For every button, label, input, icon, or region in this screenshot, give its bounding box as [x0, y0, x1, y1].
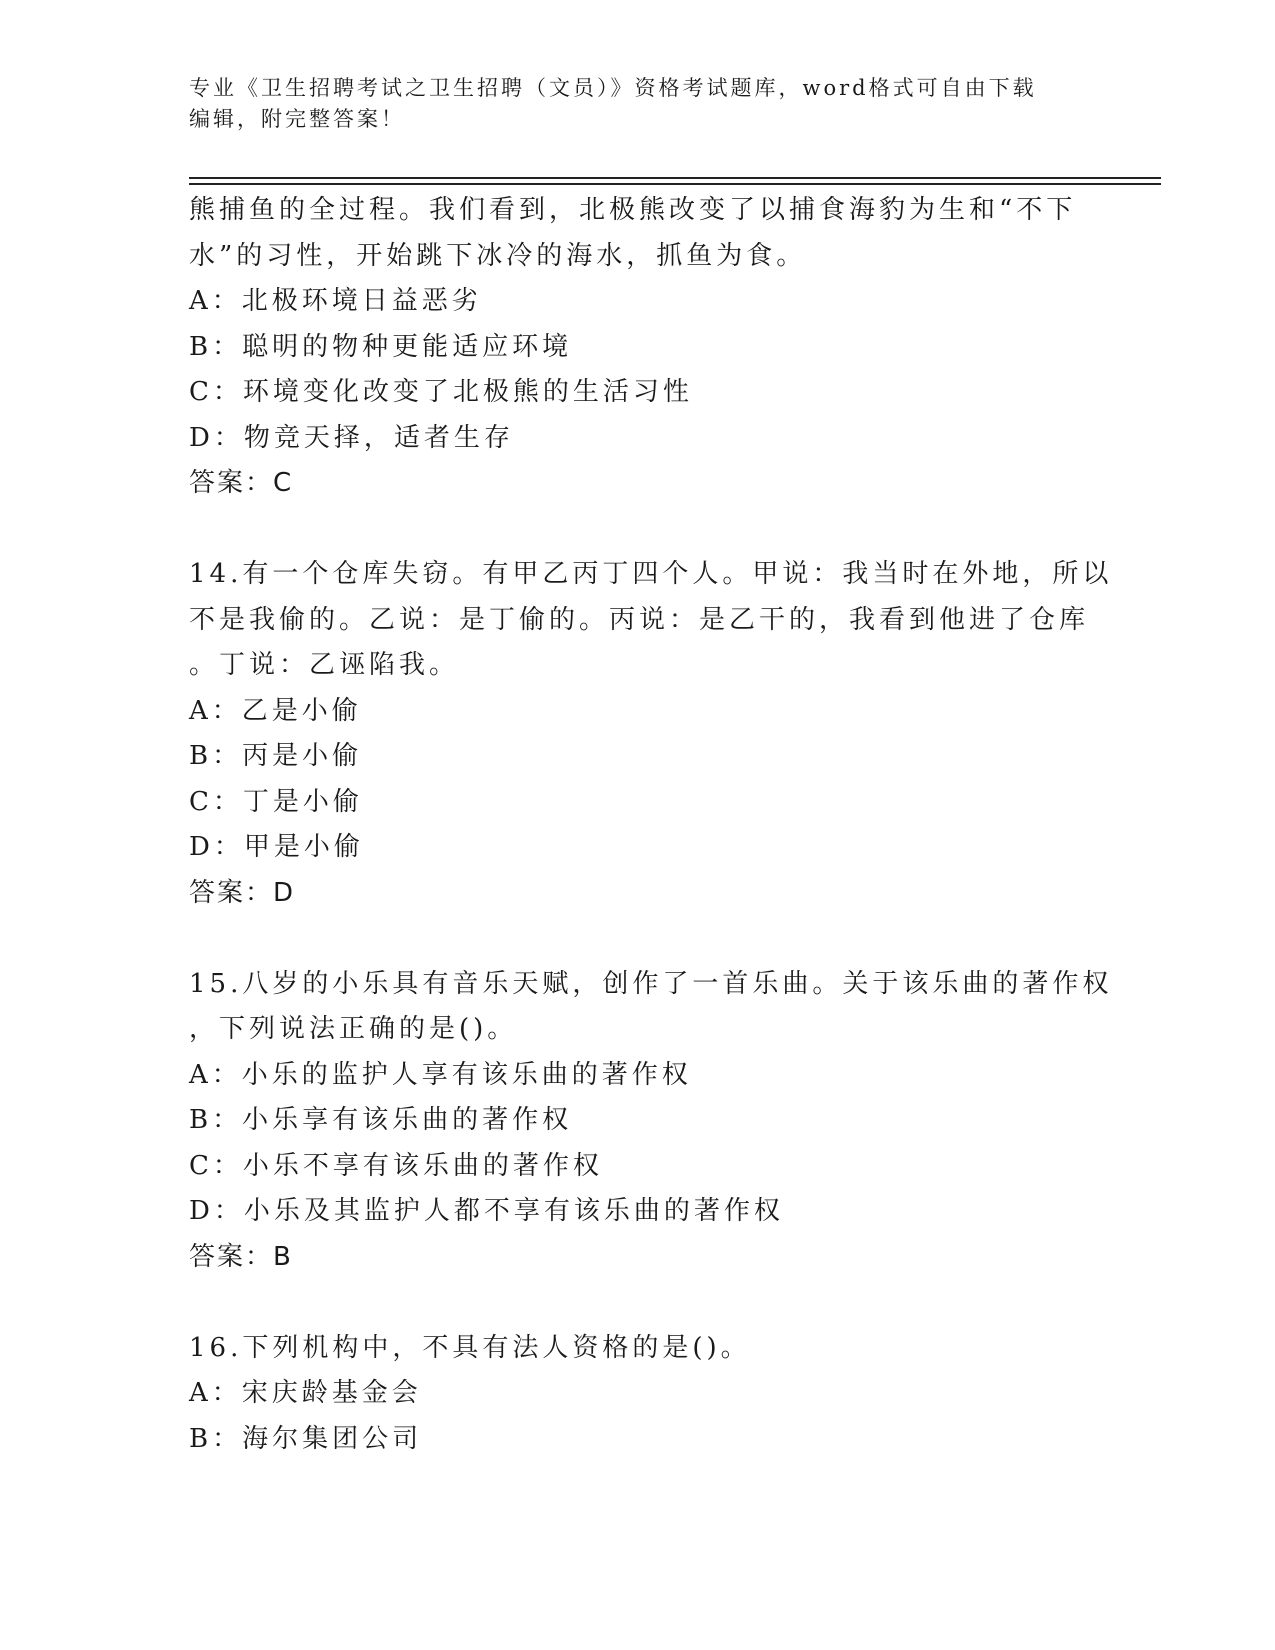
- header-rule-top: [189, 177, 1161, 179]
- spacer: [189, 916, 1149, 962]
- answer: 答案：D: [189, 877, 296, 908]
- option-b: B：丙是小偷: [189, 741, 363, 771]
- header-line-1: 专业《卫生招聘考试之卫生招聘（文员）》资格考试题库，word格式可自由下载: [189, 76, 1037, 100]
- question-13: [189, 188, 1149, 507]
- question-16: [189, 1326, 1149, 1463]
- option-a: A：乙是小偷: [189, 695, 362, 726]
- document-body: [189, 188, 1149, 1462]
- option-b: B：海尔集团公司: [189, 1423, 423, 1454]
- option-d: D：甲是小偷: [189, 832, 364, 862]
- question-text-line: 。丁说：乙诬陷我。: [189, 650, 460, 680]
- option-d: D：小乐及其监护人都不享有该乐曲的著作权: [189, 1196, 784, 1226]
- option-a: A：小乐的监护人享有该乐曲的著作权: [189, 1059, 692, 1090]
- option-a: A：宋庆龄基金会: [189, 1378, 422, 1408]
- question-text-line: 16.下列机构中，不具有法人资格的是()。: [189, 1332, 751, 1363]
- question-14: [189, 552, 1149, 916]
- option-c: C：环境变化改变了北极熊的生活习性: [189, 377, 693, 407]
- option-c: C：小乐不享有该乐曲的著作权: [189, 1150, 603, 1181]
- question-text-line: 15.八岁的小乐具有音乐天赋，创作了一首乐曲。关于该乐曲的著作权: [189, 968, 1113, 999]
- question-text-line: 水”的习性，开始跳下冰冷的海水，抓鱼为食。: [189, 240, 807, 271]
- option-c: C：丁是小偷: [189, 786, 363, 817]
- option-b: B：聪明的物种更能适应环境: [189, 331, 573, 362]
- header-line-2: 编辑，附完整答案！: [189, 107, 405, 131]
- option-a: A：北极环境日益恶劣: [189, 286, 482, 316]
- question-text-line: 熊捕鱼的全过程。我们看到，北极熊改变了以捕食海豹为生和“不下: [189, 195, 1077, 225]
- question-text-line: 14.有一个仓库失窃。有甲乙丙丁四个人。甲说：我当时在外地，所以: [189, 559, 1113, 589]
- document-header: [189, 73, 1089, 135]
- option-d: D：物竞天择，适者生存: [189, 422, 514, 453]
- question-text-line: ，下列说法正确的是()。: [189, 1014, 518, 1044]
- spacer: [189, 1280, 1149, 1326]
- spacer: [189, 507, 1149, 553]
- header-rule-bottom: [189, 183, 1161, 185]
- question-15: [189, 962, 1149, 1281]
- option-b: B：小乐享有该乐曲的著作权: [189, 1105, 573, 1135]
- question-text-line: 不是我偷的。乙说：是丁偷的。丙说：是乙干的，我看到他进了仓库: [189, 604, 1090, 635]
- answer: 答案：B: [189, 1241, 293, 1272]
- answer: 答案：C: [189, 468, 294, 498]
